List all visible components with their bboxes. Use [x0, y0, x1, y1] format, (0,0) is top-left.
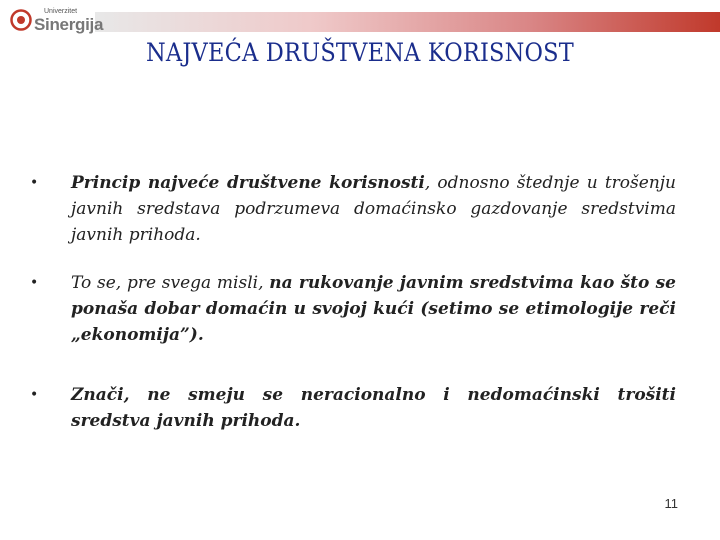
bullet-item [30, 170, 676, 270]
bullet-text-bold: na rukovanje javnim sredstvima kao što se ponaša dobar domaćin u svojoj kući (setimo se etimologije reči „ekonomija”). [71, 273, 677, 345]
bullet-text-bold: Znači, ne smeju se neracionalno i nedomaćinski trošiti sredstva javnih prihoda. [71, 385, 676, 431]
bullet-item [30, 270, 676, 382]
bullet-text-bold: Princip najveće društvene korisnosti [71, 173, 425, 193]
logo-mark-icon [10, 9, 32, 31]
bullet-glyph: • [30, 175, 39, 191]
logo-name: Sinergija [34, 15, 104, 34]
bullet-text: To se, pre svega misli, [71, 273, 270, 293]
bullet-glyph: • [30, 387, 39, 403]
header-gradient-band [95, 12, 720, 32]
bullet-item [30, 382, 676, 434]
logo-subtitle: Univerzitet [44, 8, 78, 15]
university-logo [10, 6, 104, 36]
slide-title: NAJVEĆA DRUŠTVENA KORISNOST [146, 38, 574, 67]
bullet-list [30, 170, 676, 434]
bullet-glyph: • [30, 275, 39, 291]
bullet-text: , odnosno štednje u trošenju javnih sredstava podrzumeva domaćinsko gazdovanje sredstvima javnih prihoda. [71, 173, 676, 245]
page-number: 11 [664, 496, 678, 511]
